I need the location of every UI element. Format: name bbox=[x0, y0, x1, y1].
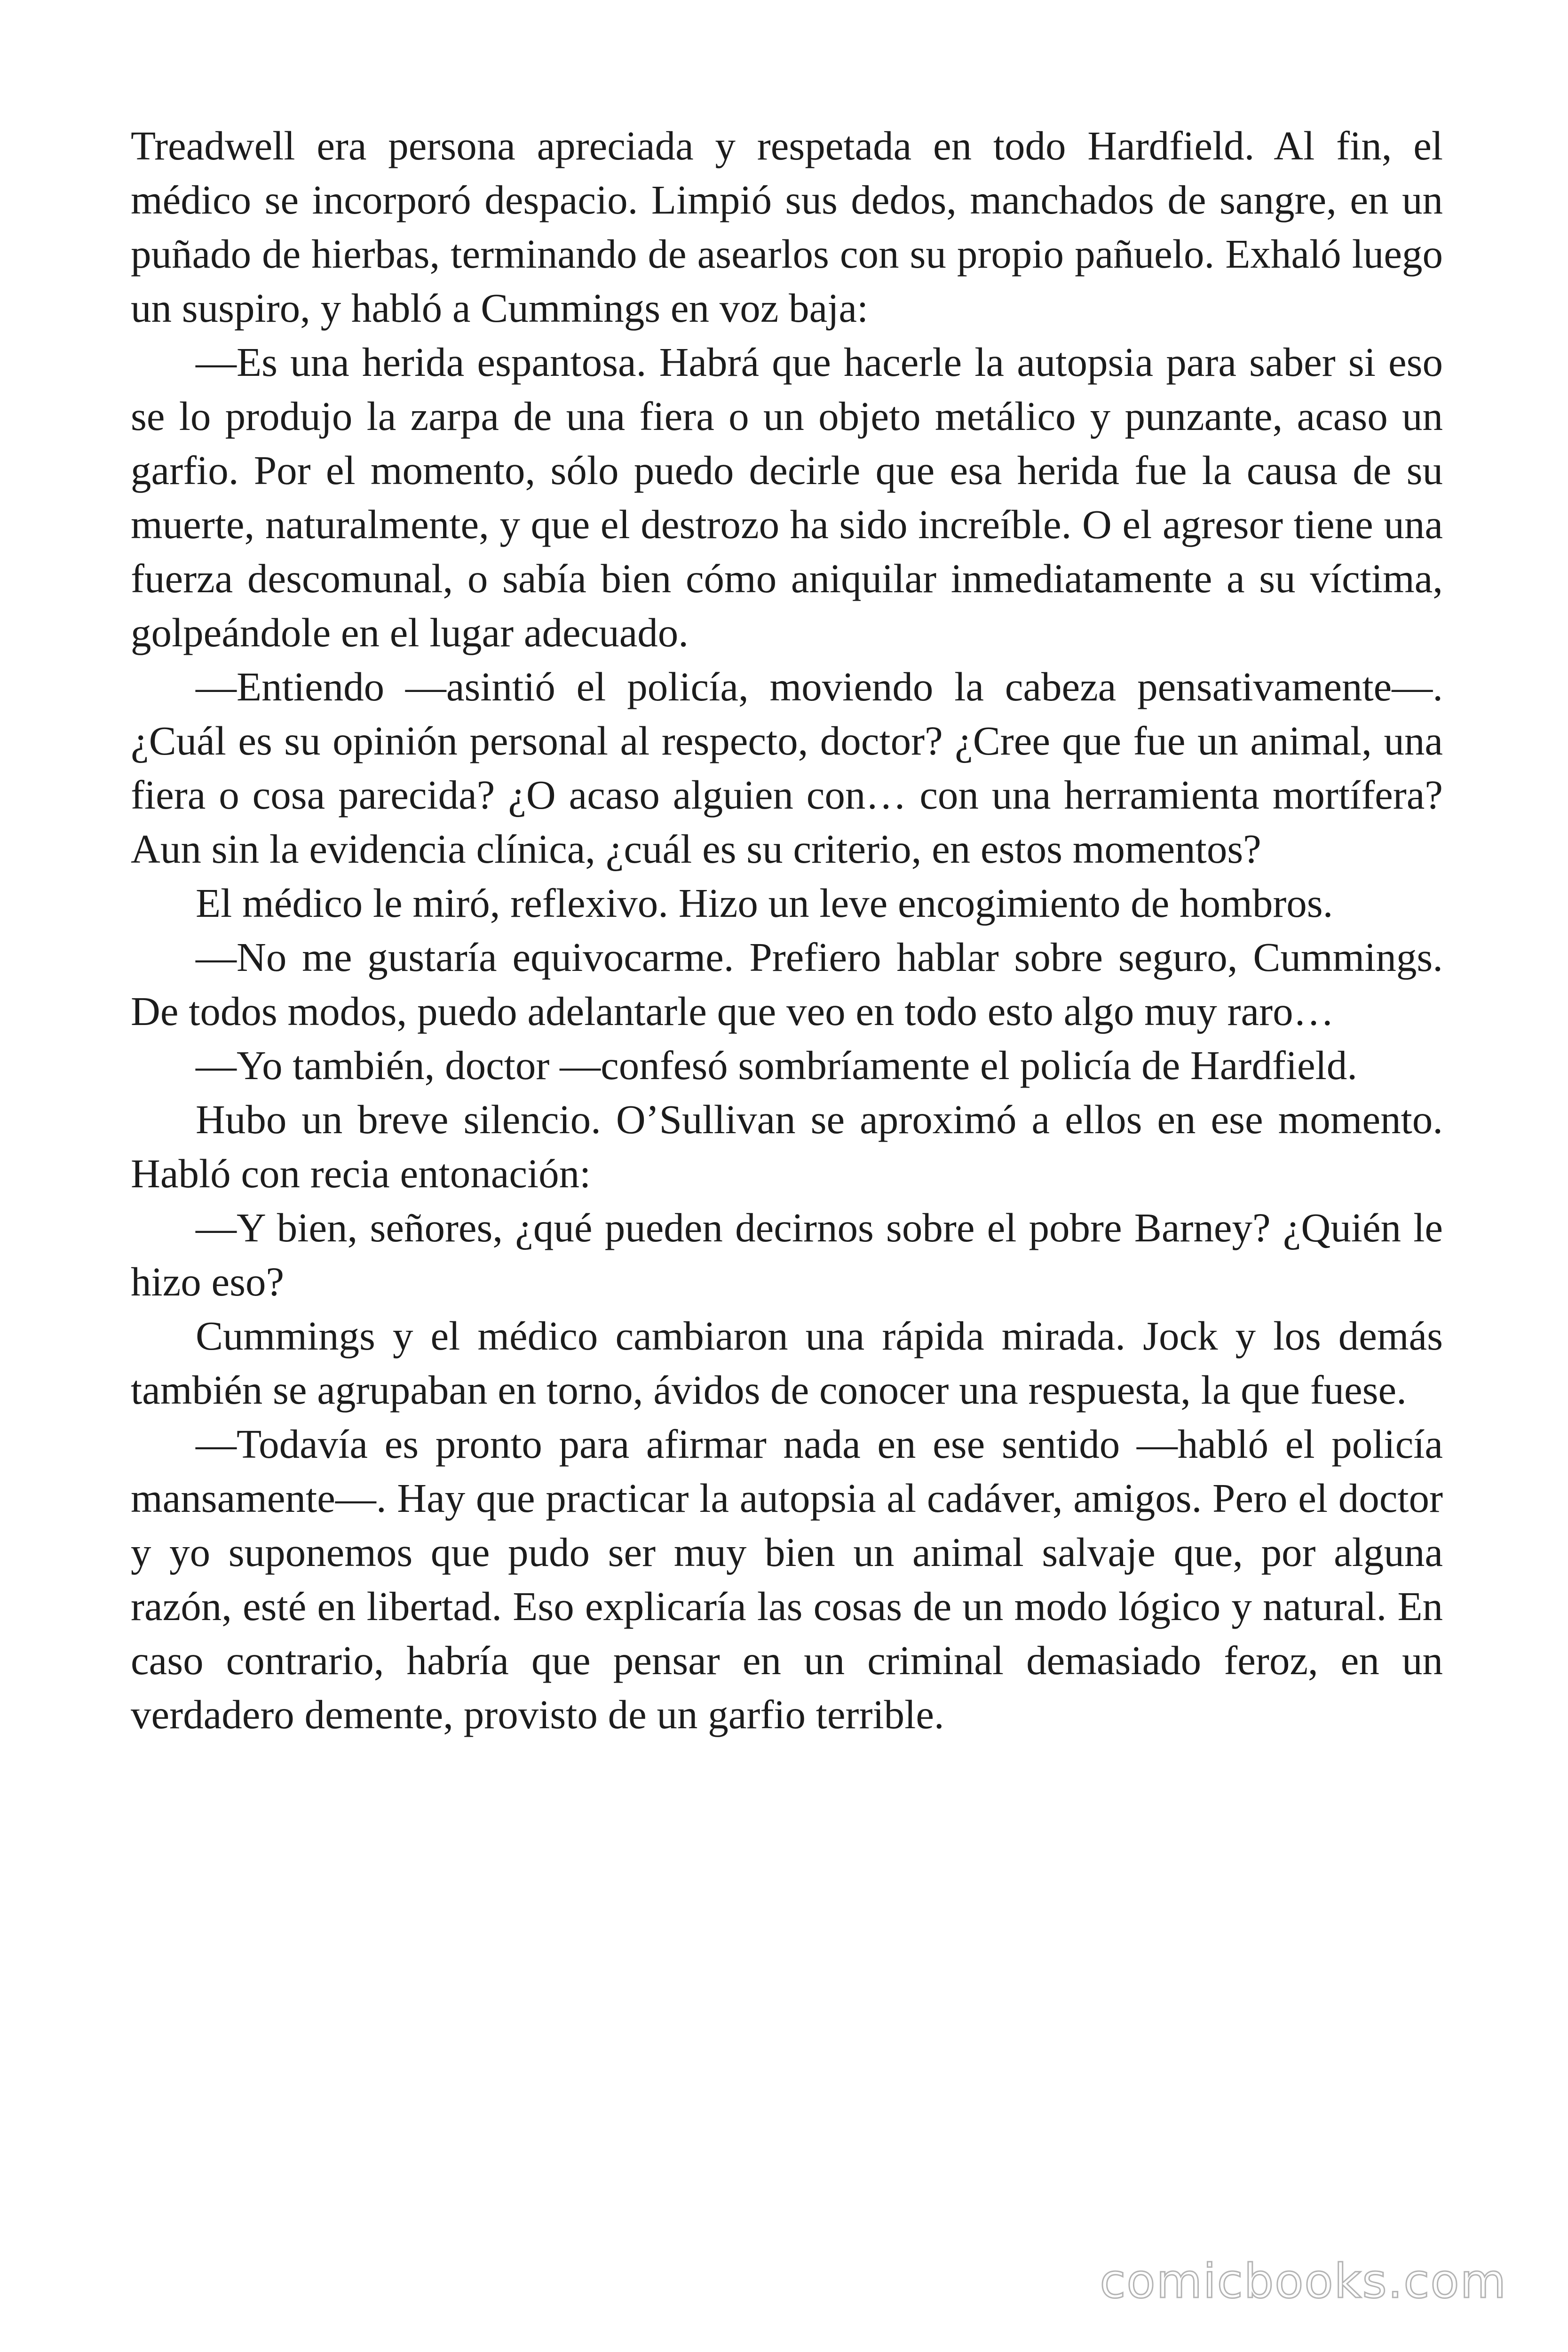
paragraph: —Entiendo —asintió el policía, moviendo la cabeza pensativamente—. ¿Cuál es su opinión personal al respecto, doctor? ¿Cree que fue un animal, una fiera o cosa parecida? ¿O acaso alguien con… con una herramienta mortífera? Aun sin la evidencia clínica, ¿cuál es su criterio, en estos momentos? bbox=[131, 664, 1443, 872]
paragraph: —Y bien, señores, ¿qué pueden decirnos sobre el pobre Barney? ¿Quién le hizo eso? bbox=[131, 1205, 1443, 1304]
paragraph: El médico le miró, reflexivo. Hizo un leve encogimiento de hombros. bbox=[196, 880, 1333, 926]
paragraph: Cummings y el médico cambiaron una rápida mirada. Jock y los demás también se agrupaban en torno, ávidos de conocer una respuesta, la que fuese. bbox=[131, 1313, 1443, 1413]
watermark: comicbooks.com bbox=[1100, 2254, 1507, 2309]
paragraph: —Es una herida espantosa. Habrá que hacerle la autopsia para saber si eso se lo produjo la zarpa de una fiera o un objeto metálico y punzante, acaso un garfio. Por el momento, sólo puedo decirle que esa herida fue la causa de su muerte, naturalmente, y que el destrozo ha sido increíble. O el agresor tiene una fuerza descomunal, o sabía bien cómo aniquilar inmediatamente a su víctima, golpeándole en el lugar adecuado. bbox=[131, 339, 1443, 655]
paragraph: Treadwell era persona apreciada y respetada en todo Hardfield. Al fin, el médico se incorporó despacio. Limpió sus dedos, manchados de sangre, en un puñado de hierbas, terminando de asearlos con su propio pañuelo. Exhaló luego un suspiro, y habló a Cummings en voz baja: bbox=[131, 123, 1443, 331]
paragraph: Hubo un breve silencio. O’Sullivan se aproximó a ellos en ese momento. Habló con recia entonación: bbox=[131, 1097, 1443, 1196]
paragraph: —Todavía es pronto para afirmar nada en ese sentido —habló el policía mansamente—. Hay que practicar la autopsia al cadáver, amigos. Pero el doctor y yo suponemos que pudo ser muy bien un animal salvaje que, por alguna razón, esté en libertad. Eso explicaría las cosas de un modo lógico y natural. En caso contrario, habría que pensar en un criminal demasiado feroz, en un verdadero demente, provisto de un garfio terrible. bbox=[131, 1421, 1443, 1737]
paragraph: —Yo también, doctor —confesó sombríamente el policía de Hardfield. bbox=[196, 1042, 1358, 1088]
book-page-text bbox=[131, 119, 1443, 1741]
paragraph: —No me gustaría equivocarme. Prefiero hablar sobre seguro, Cummings. De todos modos, puedo adelantarle que veo en todo esto algo muy raro… bbox=[131, 934, 1443, 1034]
